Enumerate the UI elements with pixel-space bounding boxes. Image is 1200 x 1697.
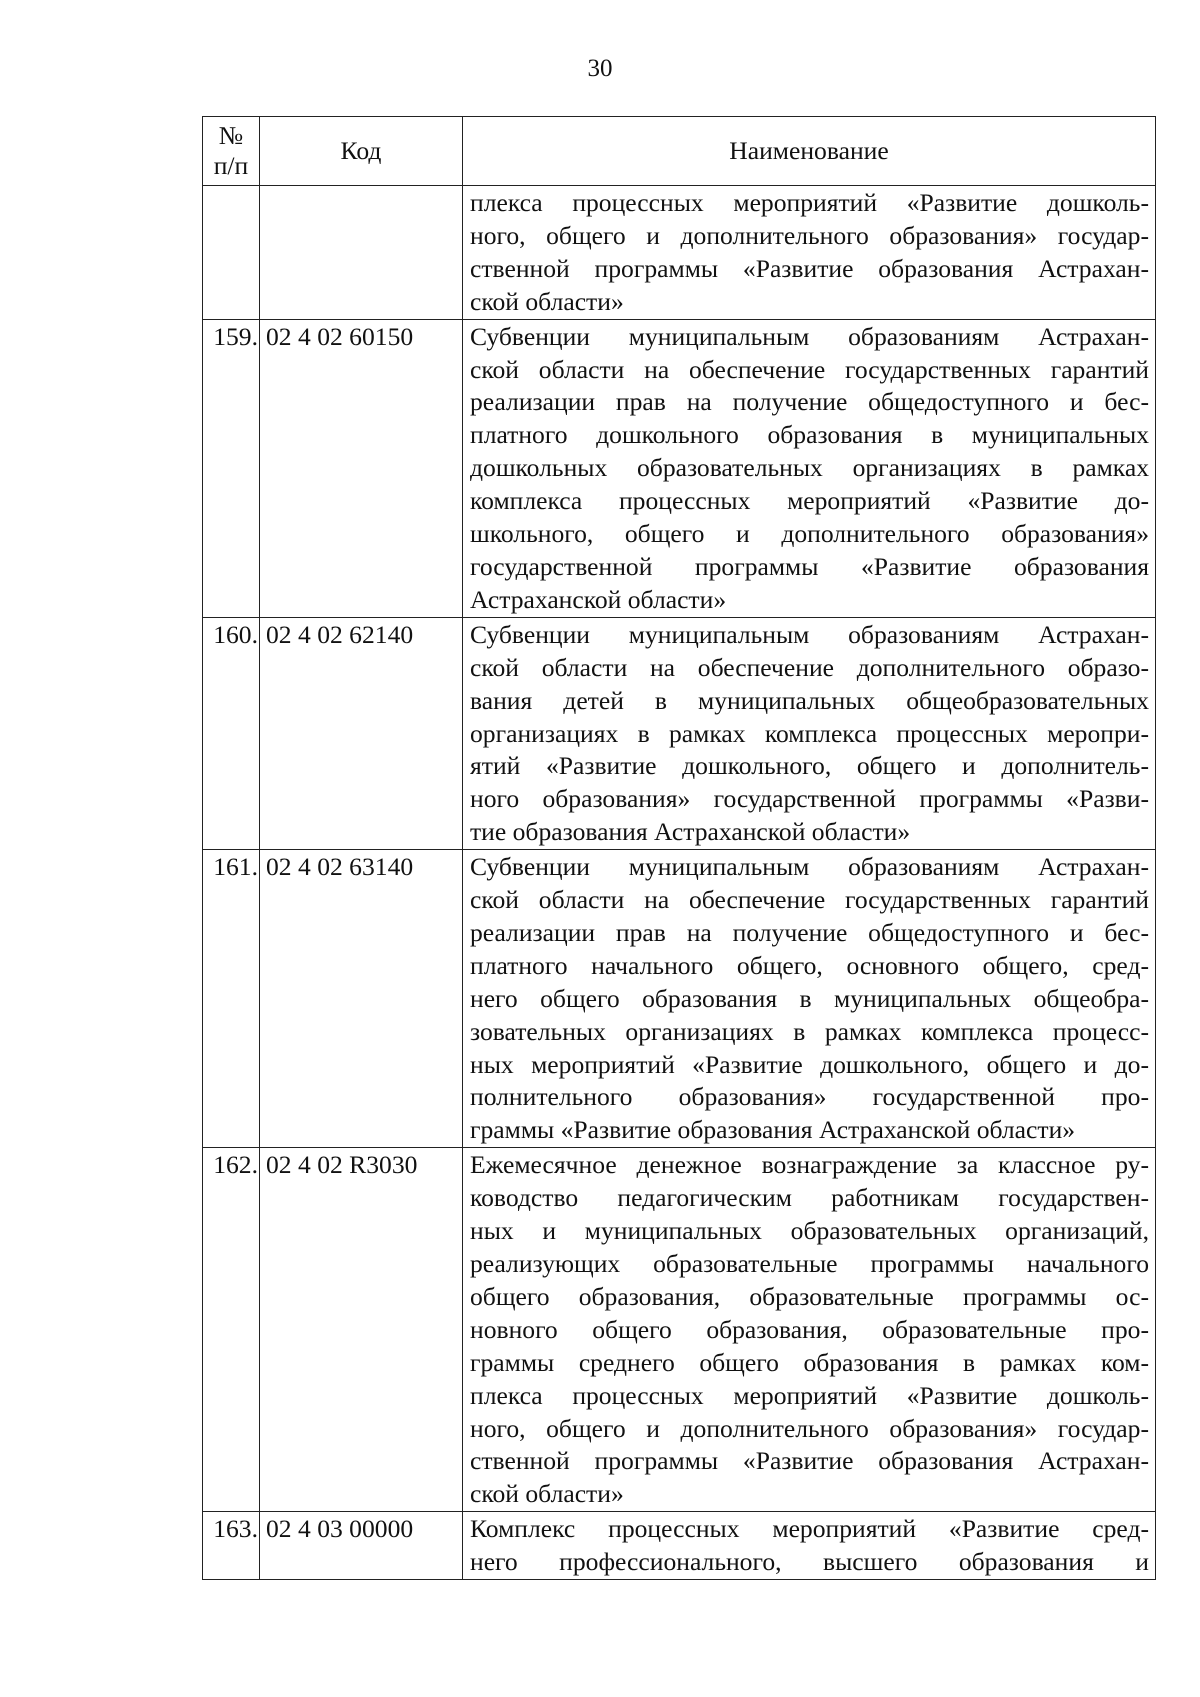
row-number: 159. xyxy=(203,319,260,617)
row-name-line: платного дошкольного образования в муниципальных xyxy=(470,420,1149,450)
row-name-line: платного начального общего, основного общего, сред- xyxy=(470,950,1149,980)
row-name-line: комплекса процессных мероприятий «Развитие до- xyxy=(470,486,1149,516)
row-code: 02 4 02 62140 xyxy=(260,617,463,849)
row-name-line: ководство педагогическим работникам государствен- xyxy=(470,1183,1149,1213)
row-name-line: Астраханской области» xyxy=(470,584,727,614)
row-name-line: Субвенции муниципальным образованиям Астрахан- xyxy=(470,619,1149,649)
row-name xyxy=(463,617,1156,849)
row-name-line: ного, общего и дополнительного образования» государ- xyxy=(470,220,1149,250)
row-name-line: государственной программы «Развитие образования xyxy=(470,551,1149,581)
row-number xyxy=(203,186,260,320)
row-name-line: ской области на обеспечение государственных гарантий xyxy=(470,354,1149,384)
header-name: Наименование xyxy=(463,117,1156,186)
row-name xyxy=(463,850,1156,1148)
row-number: 160. xyxy=(203,617,260,849)
row-name-line: Субвенции муниципальным образованиям Астрахан- xyxy=(470,852,1149,882)
header-code: Код xyxy=(260,117,463,186)
row-name-line: новного общего образования, образовательные про- xyxy=(470,1314,1149,1344)
row-name-line: полнительного образования» государственной про- xyxy=(470,1082,1149,1112)
row-code xyxy=(260,186,463,320)
row-name-line: ской области» xyxy=(470,1479,624,1509)
table-header-row xyxy=(203,117,1156,186)
budget-code-table xyxy=(202,116,1156,1580)
table-row xyxy=(203,1512,1156,1580)
row-name-line: ской области на обеспечение дополнительного образо- xyxy=(470,652,1149,682)
row-name-line: реализующих образовательные программы начального xyxy=(470,1249,1149,1278)
row-name-line: реализации прав на получение общедоступного и бес- xyxy=(470,387,1149,417)
row-name-line: Субвенции муниципальным образованиям Астрахан- xyxy=(470,321,1149,351)
row-name-line: школьного, общего и дополнительного образования» xyxy=(470,519,1149,549)
row-number: 162. xyxy=(203,1148,260,1512)
row-name-line: ственной программы «Развитие образования Астрахан- xyxy=(470,1446,1149,1476)
header-num-symbol: № xyxy=(218,121,244,150)
row-name-line: него профессионального, высшего образования и xyxy=(470,1547,1149,1577)
row-name-line: общего образования, образовательные программы ос- xyxy=(470,1281,1149,1311)
row-name-line: зовательных организациях в рамках комплекса процесс- xyxy=(470,1016,1149,1046)
page-number: 30 xyxy=(587,55,613,82)
row-name-line: плекса процессных мероприятий «Развитие дошколь- xyxy=(470,1380,1149,1410)
row-name xyxy=(463,1512,1156,1580)
table-body xyxy=(203,186,1156,1580)
row-name xyxy=(463,319,1156,617)
row-name-line: ного образования» государственной программы «Разви- xyxy=(470,784,1149,814)
row-name-line: Ежемесячное денежное вознаграждение за классное ру- xyxy=(470,1150,1149,1180)
row-name-line: граммы «Развитие образования Астраханской области» xyxy=(470,1115,1076,1145)
header-num xyxy=(203,117,260,186)
table-row xyxy=(203,850,1156,1148)
row-name-line: граммы среднего общего образования в рамках ком- xyxy=(470,1347,1149,1377)
row-number: 163. xyxy=(203,1512,260,1580)
row-name xyxy=(463,1148,1156,1512)
row-name-line: дошкольных образовательных организациях в рамках xyxy=(470,453,1149,483)
row-name-line: ного, общего и дополнительного образования» государ- xyxy=(470,1413,1149,1443)
table-row xyxy=(203,617,1156,849)
row-code: 02 4 02 63140 xyxy=(260,850,463,1148)
row-name-line: вания детей в муниципальных общеобразовательных xyxy=(470,685,1149,715)
row-name-line: ных и муниципальных образовательных организаций, xyxy=(470,1216,1149,1246)
row-code: 02 4 02 R3030 xyxy=(260,1148,463,1512)
row-name-line: организациях в рамках комплекса процессных меропри- xyxy=(470,718,1149,748)
row-name-line: реализации прав на получение общедоступного и бес- xyxy=(470,917,1149,947)
row-name-line: Комплекс процессных мероприятий «Развитие сред- xyxy=(470,1514,1149,1544)
table-row xyxy=(203,186,1156,320)
row-name-line: ственной программы «Развитие образования Астрахан- xyxy=(470,253,1149,283)
row-code: 02 4 02 60150 xyxy=(260,319,463,617)
row-name-line: тие образования Астраханской области» xyxy=(470,817,911,847)
header-num-abbr: п/п xyxy=(213,151,249,180)
row-code: 02 4 03 00000 xyxy=(260,1512,463,1580)
row-name-line: ных мероприятий «Развитие дошкольного, общего и до- xyxy=(470,1049,1149,1079)
row-name-line: него общего образования в муниципальных общеобра- xyxy=(470,983,1149,1013)
table-row xyxy=(203,1148,1156,1512)
row-name-line: ской области» xyxy=(470,286,624,316)
row-number: 161. xyxy=(203,850,260,1148)
row-name-line: ятий «Развитие дошкольного, общего и дополнитель- xyxy=(470,751,1149,781)
row-name-line: плекса процессных мероприятий «Развитие дошколь- xyxy=(470,188,1149,217)
row-name xyxy=(463,186,1156,320)
row-name-line: ской области на обеспечение государственных гарантий xyxy=(470,885,1149,915)
table-row xyxy=(203,319,1156,617)
